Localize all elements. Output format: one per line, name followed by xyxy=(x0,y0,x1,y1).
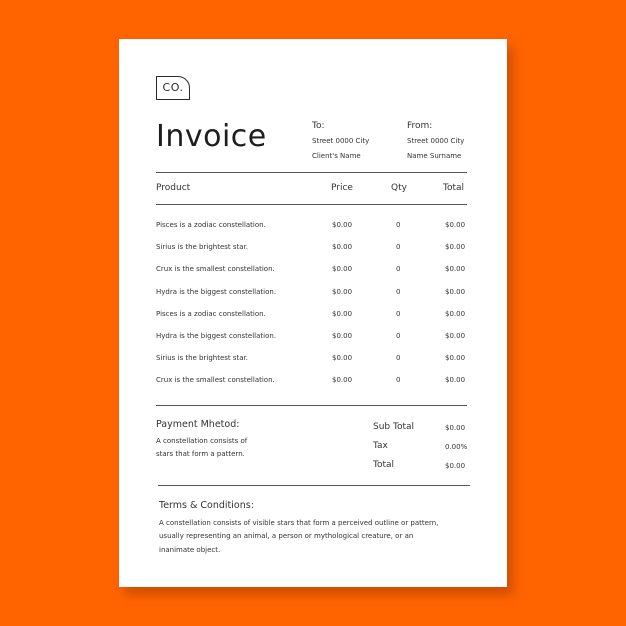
tax-value: 0.00% xyxy=(445,443,468,451)
invoice-title: Invoice xyxy=(156,119,267,154)
table-row xyxy=(156,284,467,306)
terms-line: usually representing an animal, a person or mythological creature, or an xyxy=(159,532,414,541)
item-qty: 0 xyxy=(396,287,401,296)
item-price: $0.00 xyxy=(332,265,353,274)
item-price: $0.00 xyxy=(332,243,353,252)
item-price: $0.00 xyxy=(332,309,353,318)
subtotal-value: $0.00 xyxy=(445,424,466,432)
item-product: Hydra is the biggest constellation. xyxy=(156,331,277,340)
item-total: $0.00 xyxy=(445,221,466,229)
item-price: $0.00 xyxy=(332,376,353,385)
item-price: $0.00 xyxy=(332,287,353,296)
table-row xyxy=(156,372,467,394)
invoice-paper xyxy=(119,39,507,587)
item-price: $0.00 xyxy=(332,354,353,363)
item-price: $0.00 xyxy=(332,221,353,229)
item-qty: 0 xyxy=(396,376,401,385)
item-product: Crux is the smallest constellation. xyxy=(156,265,275,274)
item-total: $0.00 xyxy=(445,243,466,252)
tax-label: Tax xyxy=(373,441,388,451)
payment-method-label: Payment Mhetod: xyxy=(156,419,240,430)
item-total: $0.00 xyxy=(445,287,466,296)
item-qty: 0 xyxy=(396,309,401,318)
recipient-block xyxy=(312,121,369,164)
terms-label: Terms & Conditions: xyxy=(159,500,254,511)
table-row xyxy=(156,328,467,350)
item-product: Pisces is a zodiac constellation. xyxy=(156,309,266,318)
to-name: Client's Name xyxy=(312,152,361,160)
divider xyxy=(156,172,467,173)
divider xyxy=(156,405,467,406)
item-qty: 0 xyxy=(396,265,401,274)
payment-line: A constellation consists of xyxy=(156,437,248,445)
item-total: $0.00 xyxy=(445,354,466,363)
payment-method-text xyxy=(156,435,276,461)
terms-line: A constellation consists of visible stars that form a perceived outline or pattern, xyxy=(159,519,439,527)
item-qty: 0 xyxy=(396,354,401,363)
item-total: $0.00 xyxy=(445,331,466,340)
item-qty: 0 xyxy=(396,331,401,340)
item-qty: 0 xyxy=(396,221,401,229)
header-total: Total xyxy=(443,183,465,193)
item-total: $0.00 xyxy=(445,376,466,385)
table-row xyxy=(156,261,467,283)
from-label: From: xyxy=(407,121,433,131)
table-row xyxy=(156,217,467,239)
line-items xyxy=(156,217,467,395)
from-name: Name Surname xyxy=(407,152,462,160)
company-logo: CO. xyxy=(156,76,190,100)
to-street: Street 0000 City xyxy=(312,137,370,145)
item-product: Sirius is the brightest star. xyxy=(156,243,249,252)
header-price: Price xyxy=(331,183,353,193)
item-total: $0.00 xyxy=(445,265,466,274)
subtotal-label: Sub Total xyxy=(373,422,415,432)
item-price: $0.00 xyxy=(332,331,353,340)
total-value: $0.00 xyxy=(445,462,466,470)
item-product: Hydra is the biggest constellation. xyxy=(156,287,277,296)
item-qty: 0 xyxy=(396,243,401,252)
to-label: To: xyxy=(312,121,325,131)
table-row xyxy=(156,350,467,372)
from-street: Street 0000 City xyxy=(407,137,465,145)
payment-line: stars that form a pattern. xyxy=(156,450,245,458)
header-qty: Qty xyxy=(391,183,407,193)
table-row xyxy=(156,239,467,261)
terms-text xyxy=(159,517,449,557)
terms-line: inanimate object. xyxy=(159,545,221,554)
header-product: Product xyxy=(156,183,191,193)
item-total: $0.00 xyxy=(445,309,466,318)
sender-block xyxy=(407,121,464,164)
item-product: Pisces is a zodiac constellation. xyxy=(156,221,266,229)
divider xyxy=(156,204,467,205)
item-product: Sirius is the brightest star. xyxy=(156,354,249,363)
total-label: Total xyxy=(373,460,395,470)
table-row xyxy=(156,306,467,328)
item-product: Crux is the smallest constellation. xyxy=(156,376,275,385)
divider xyxy=(158,485,470,486)
